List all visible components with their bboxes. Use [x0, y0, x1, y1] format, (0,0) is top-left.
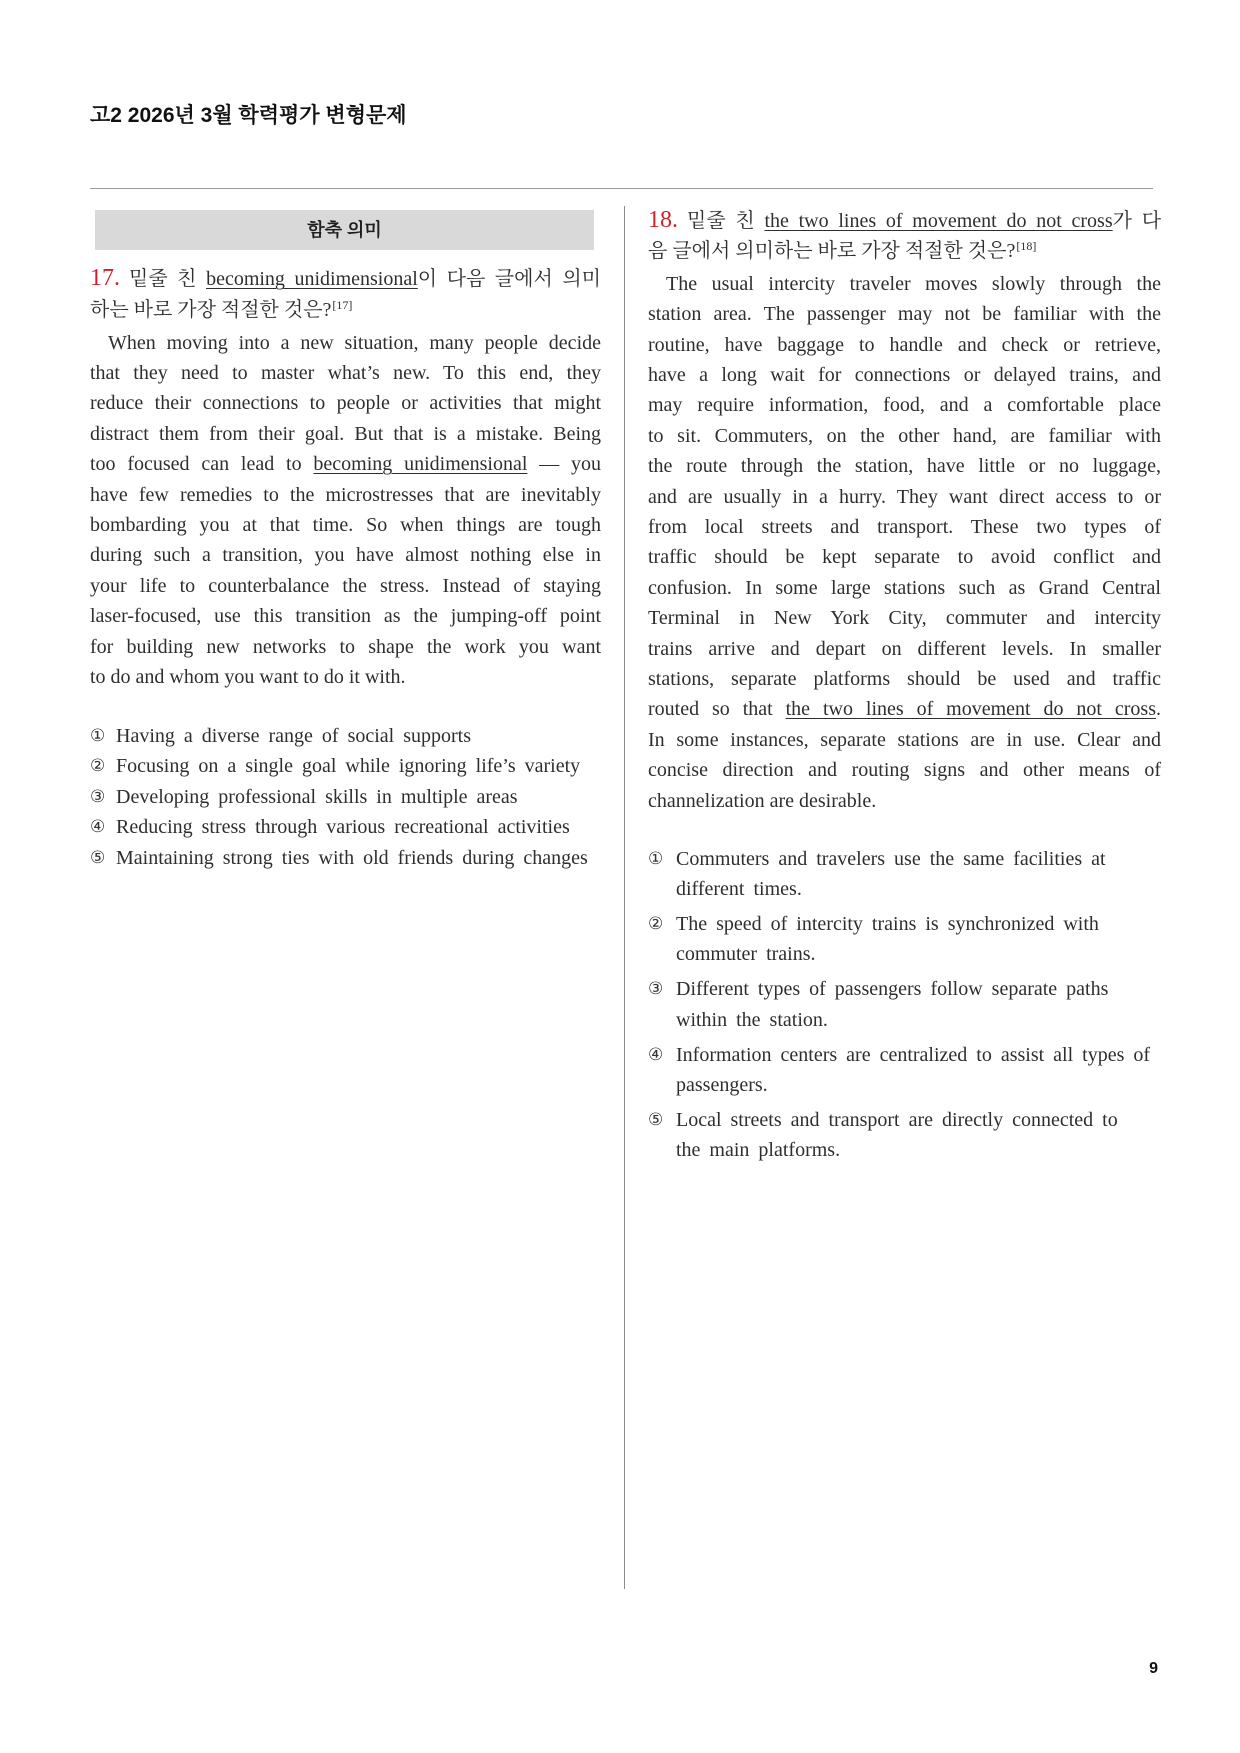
underlined-phrase: the two lines of movement do not cross — [764, 209, 1113, 232]
answer-options — [648, 844, 1161, 1166]
option-marker: ② — [648, 914, 664, 935]
option-text: Having a diverse range of social supports — [116, 724, 472, 747]
option-text: Focusing on a single goal while ignoring life’s variety — [116, 755, 581, 778]
passage-line: channelization are desirable. — [648, 789, 877, 812]
answer-option — [648, 844, 1161, 905]
page-number: 9 — [1149, 1660, 1158, 1677]
passage-line: stations, separate platforms should be used and traffic — [648, 668, 1161, 691]
answer-option — [648, 1040, 1161, 1101]
passage-line: to sit. Commuters, on the other hand, are familiar with — [648, 424, 1161, 447]
option-text-line: within the station. — [676, 1008, 828, 1031]
passage-line — [648, 694, 1161, 724]
passage-line: that they need to master what’s new. To this end, they — [90, 361, 601, 384]
passage-line: from local streets and transport. These two types of — [648, 516, 1161, 539]
question-prompt-line — [90, 295, 601, 325]
passage-line: In some instances, separate stations are in use. Clear and — [648, 728, 1161, 751]
option-marker: ④ — [648, 1044, 664, 1065]
passage-line: routine, have baggage to handle and check or retrieve, — [648, 333, 1161, 356]
answer-option — [648, 909, 1161, 970]
prompt-text: 밑줄 친 — [687, 209, 765, 232]
passage-text: too focused can lead to — [90, 453, 314, 476]
option-marker: ⑤ — [648, 1109, 664, 1130]
option-marker: ① — [90, 725, 106, 746]
passage-line: confusion. In some large stations such as Grand Central — [648, 576, 1161, 599]
question-reference: [17] — [332, 297, 353, 312]
answer-option — [648, 1105, 1161, 1166]
passage-line: concise direction and routing signs and other means of — [648, 759, 1161, 782]
passage-text: routed so that — [648, 698, 786, 721]
answer-option — [90, 843, 601, 873]
question-prompt-line — [648, 206, 1161, 236]
option-marker: ⑤ — [90, 847, 106, 868]
passage-line: distract them from their goal. But that is a mistake. Being — [90, 422, 601, 445]
option-marker: ③ — [648, 979, 664, 1000]
section-heading: 함축 의미 — [95, 210, 594, 250]
option-text-line: Information centers are centralized to assist all types of — [676, 1043, 1151, 1066]
question-reference: [18] — [1016, 239, 1037, 254]
question-prompt-line — [648, 236, 1161, 266]
passage-line: and are usually in a hurry. They want direct access to or — [648, 485, 1161, 508]
passage-text: . — [1156, 698, 1161, 721]
answer-option — [90, 721, 601, 751]
passage-line: during such a transition, you have almost nothing else in — [90, 544, 601, 567]
passage-line — [90, 449, 601, 479]
question-prompt-line — [90, 264, 601, 294]
prompt-text: 하는 바로 가장 적절한 것은? — [90, 298, 332, 321]
prompt-text: 밑줄 친 — [129, 268, 207, 291]
option-text-line: commuter trains. — [676, 943, 816, 966]
passage-line: traffic should be kept separate to avoid conflict and — [648, 546, 1161, 569]
option-text-line: Different types of passengers follow separate paths — [676, 978, 1109, 1001]
option-text-line: the main platforms. — [676, 1139, 841, 1162]
option-marker: ① — [648, 848, 664, 869]
passage-line: may require information, food, and a comfortable place — [648, 394, 1161, 417]
passage-line: your life to counterbalance the stress. Instead of staying — [90, 574, 601, 597]
option-marker: ③ — [90, 786, 106, 807]
passage-line: The usual intercity traveler moves slowly through the — [666, 272, 1161, 295]
passage-line: trains arrive and depart on different levels. In smaller — [648, 637, 1161, 660]
question-number: 17. — [90, 265, 120, 292]
option-text-line: Local streets and transport are directly connected to — [676, 1108, 1118, 1131]
option-text-line: Commuters and travelers use the same facilities at — [676, 847, 1106, 870]
question-17 — [90, 264, 601, 873]
passage-text: — you — [527, 453, 602, 476]
passage — [648, 269, 1161, 816]
option-text: Developing professional skills in multiple areas — [116, 785, 518, 808]
underlined-phrase: the two lines of movement do not cross — [785, 698, 1156, 721]
passage-line: to do and whom you want to do it with. — [90, 665, 406, 688]
option-marker: ④ — [90, 817, 106, 838]
passage-line: reduce their connections to people or activities that might — [90, 392, 601, 415]
passage-line: Terminal in New York City, commuter and intercity — [648, 607, 1161, 630]
answer-option — [90, 812, 601, 842]
passage-line: for building new networks to shape the work you want — [90, 635, 601, 658]
answer-option — [648, 974, 1161, 1035]
passage-line: the route through the station, have little or no luggage, — [648, 455, 1161, 478]
prompt-text: 이 다음 글에서 의미 — [417, 268, 601, 291]
page-header-title: 고2 2026년 3월 학력평가 변형문제 — [90, 104, 407, 127]
option-text: Reducing stress through various recreational activities — [116, 816, 570, 839]
option-text-line: different times. — [676, 878, 802, 901]
underlined-phrase: becoming unidimensional — [206, 268, 418, 291]
question-18 — [648, 206, 1161, 1171]
underlined-phrase: becoming unidimensional — [313, 453, 528, 476]
passage-line: station area. The passenger may not be familiar with the — [648, 303, 1161, 326]
passage-line: laser-focused, use this transition as the jumping-off point — [90, 605, 601, 628]
prompt-text: 가 다 — [1112, 209, 1162, 232]
answer-option — [90, 751, 601, 781]
column-divider — [624, 206, 625, 1589]
passage-line: have a long wait for connections or delayed trains, and — [648, 364, 1161, 387]
option-text-line: passengers. — [676, 1074, 768, 1097]
option-marker: ② — [90, 756, 106, 777]
question-number: 18. — [648, 206, 678, 233]
option-text: Maintaining strong ties with old friends during changes — [116, 846, 588, 869]
header-rule — [90, 188, 1153, 189]
answer-options — [90, 721, 601, 873]
passage-line: have few remedies to the microstresses that are inevitably — [90, 483, 601, 506]
prompt-text: 음 글에서 의미하는 바로 가장 적절한 것은? — [648, 240, 1016, 263]
answer-option — [90, 782, 601, 812]
passage — [90, 328, 601, 693]
option-text-line: The speed of intercity trains is synchronized with — [676, 913, 1099, 936]
passage-line: bombarding you at that time. So when things are tough — [90, 513, 601, 536]
passage-line: When moving into a new situation, many people decide — [108, 331, 601, 354]
